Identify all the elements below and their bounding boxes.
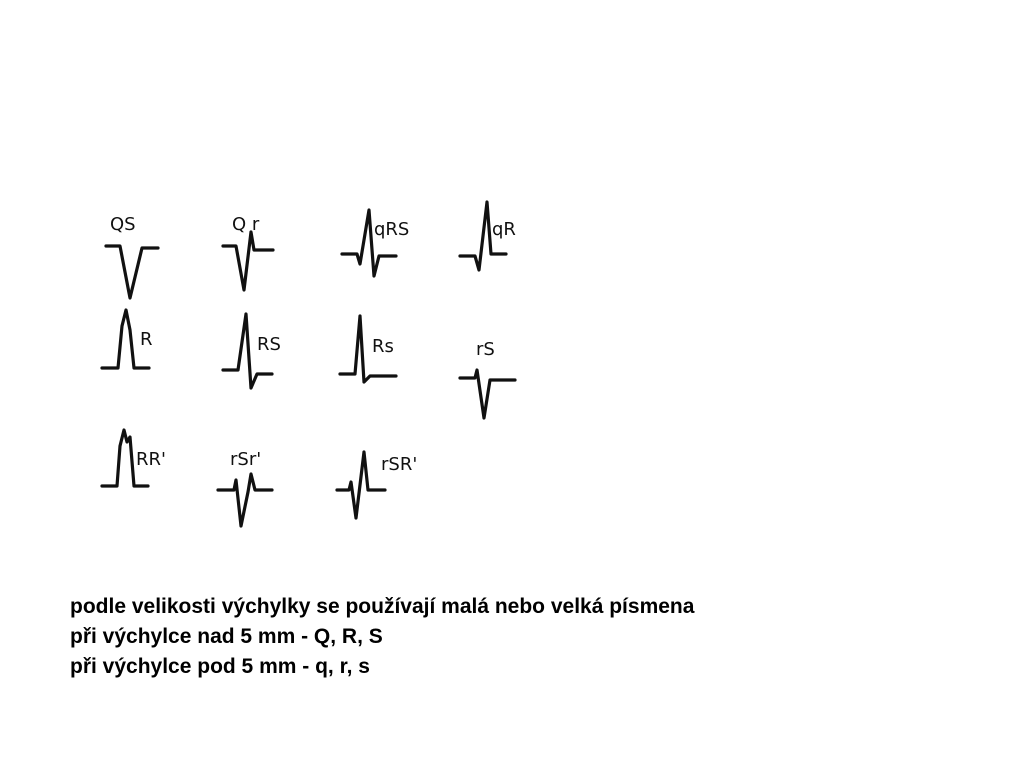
waveform-rsr-prime — [218, 474, 272, 526]
complex-rsr-prime-big — [337, 452, 417, 518]
label-rsr-prime-big: rSR' — [381, 454, 418, 475]
complex-qr — [460, 202, 516, 270]
complex-qrs — [342, 210, 409, 276]
label-qs: QS — [110, 214, 136, 235]
note-line-3: při výchylce pod 5 mm - q, r, s — [70, 655, 370, 678]
waveform-qr-small — [223, 232, 273, 290]
label-r: R — [140, 329, 153, 350]
label-rs-big: RS — [257, 334, 281, 355]
complex-rsr-prime — [218, 449, 272, 526]
note-line-2: při výchylce nad 5 mm - Q, R, S — [70, 625, 383, 648]
explanation-text — [70, 592, 970, 682]
complex-rs-small-r — [460, 339, 515, 418]
label-rs-small-s: Rs — [372, 336, 394, 357]
complex-qs — [106, 214, 158, 298]
complex-r — [102, 310, 153, 368]
label-rs-small-r: rS — [476, 339, 495, 360]
label-rsr-prime: rSr' — [230, 449, 262, 470]
complex-rr-prime — [102, 430, 166, 486]
complex-qr-small — [223, 214, 273, 290]
label-rr-prime: RR' — [136, 449, 166, 470]
waveform-qs — [106, 246, 158, 298]
label-qr-small: Q r — [232, 214, 260, 235]
note-line-1: podle velikosti výchylky se používají malá nebo velká písmena — [70, 595, 695, 618]
waveform-rsr-prime-big — [337, 452, 385, 518]
complex-rs-small-s — [340, 316, 396, 382]
waveform-rs-small-r — [460, 370, 515, 418]
complex-rs-big — [223, 314, 281, 388]
label-qrs: qRS — [374, 219, 410, 240]
label-qr: qR — [492, 219, 516, 240]
